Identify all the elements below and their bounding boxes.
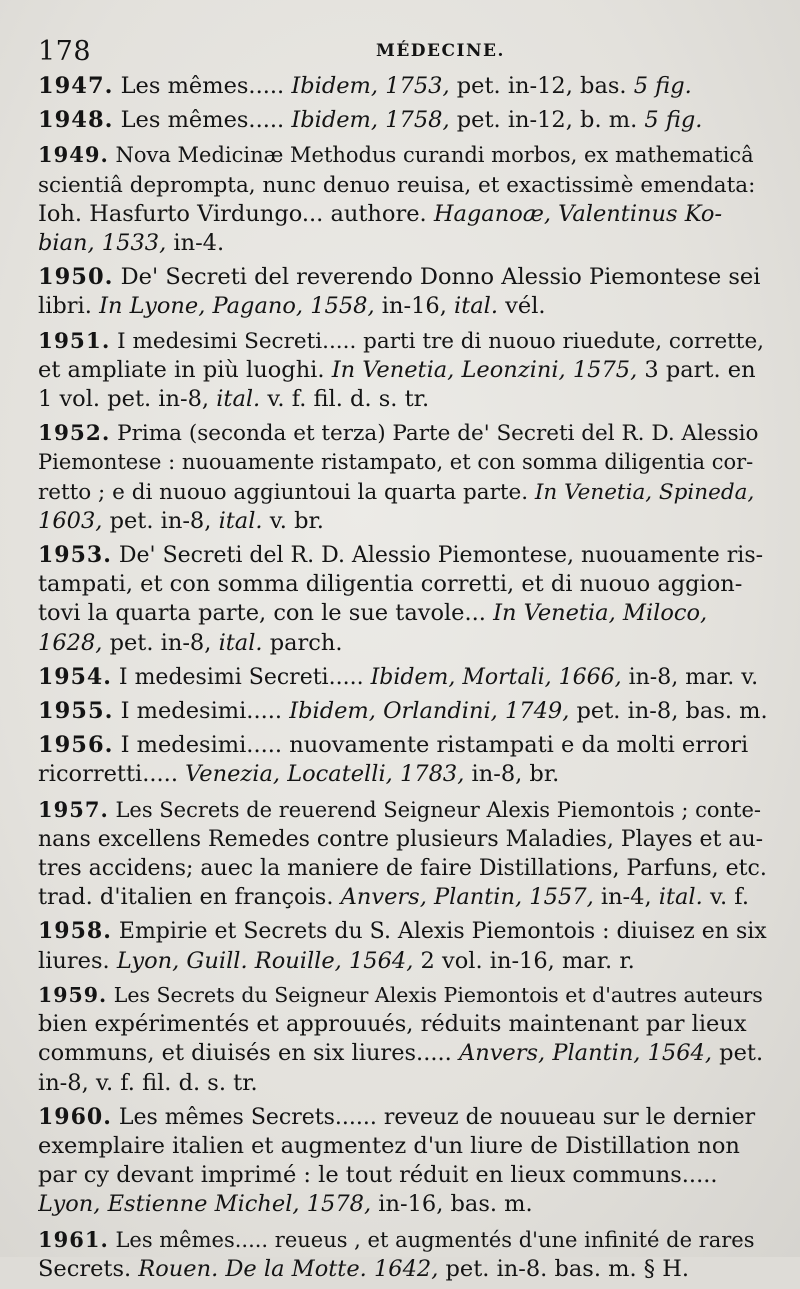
imprint-text: 1628,	[38, 629, 103, 656]
catalog-entry	[38, 106, 768, 135]
imprint-text: bian, 1533,	[38, 230, 167, 257]
entry-text: pet.	[712, 1040, 764, 1067]
entry-text: De' Secreti del reverendo Donno Alessio Piemontese sei	[113, 264, 761, 291]
entry-text: 2 vol. in-16, mar. r.	[413, 947, 635, 974]
imprint-text: Rouen. De la Motte. 1642,	[138, 1255, 439, 1282]
imprint-text: ital.	[658, 884, 703, 911]
imprint-text: 5 fig.	[644, 107, 703, 134]
entry-line	[38, 1010, 768, 1039]
entry-number: 1959.	[38, 982, 108, 1007]
entry-text: Les mêmes Secrets...... reveuz de nouueau sur le dernier	[111, 1104, 756, 1130]
imprint-text: In Venetia, Spineda,	[534, 479, 755, 505]
entry-line	[38, 200, 768, 229]
entry-text: Empirie et Secrets du S. Alexis Piemontois : diuisez en six	[111, 919, 767, 945]
entry-text: ricorretti.....	[38, 761, 186, 788]
entry-text: Nova Medicinæ Methodus curandi morbos, ex mathematicâ	[108, 143, 754, 168]
entry-line	[38, 385, 768, 414]
entry-line	[38, 854, 768, 883]
imprint-text: In Venetia, Miloco,	[493, 600, 708, 627]
catalog-entry	[38, 263, 768, 321]
imprint-text: Ibidem, Orlandini, 1749,	[289, 698, 570, 725]
entry-text: nans excellens Remedes contre plusieurs Maladies, Playes et au-	[38, 826, 764, 852]
entry-line	[38, 570, 768, 599]
entry-text: De' Secreti del R. D. Alessio Piemontese, nuouamente ris-	[111, 543, 764, 569]
entry-text: 3 part. en	[637, 356, 756, 383]
entry-line	[38, 106, 768, 135]
entry-number: 1955.	[38, 698, 114, 725]
imprint-text: Haganoæ, Valentinus Ko-	[433, 200, 723, 227]
catalog-entry	[38, 419, 768, 536]
catalog-entry	[38, 697, 768, 726]
entry-text: tres accidens; auec la maniere de faire Distillations, Parfuns, etc.	[38, 856, 767, 882]
entry-number: 1958.	[38, 918, 112, 945]
imprint-text: Ibidem, 1753,	[291, 73, 450, 99]
entry-text: v. f.	[702, 884, 749, 911]
catalog-entry	[38, 795, 768, 913]
entry-line	[38, 1225, 768, 1255]
entry-line	[38, 629, 768, 658]
imprint-text: Lyon, Estienne Michel, 1578,	[38, 1191, 372, 1218]
entry-text: exemplaire italien et augmentez d'un liure de Distillation non	[38, 1132, 740, 1159]
entry-text: vél.	[498, 293, 546, 320]
entry-text: tampati, et con somma diligentia corretti, et di nuouo aggion-	[38, 571, 743, 598]
entry-line	[38, 663, 768, 692]
catalog-entry	[38, 981, 768, 1098]
entry-line	[38, 1103, 768, 1132]
entry-line	[38, 541, 768, 570]
entry-text: v. f. fil. d. s. tr.	[260, 386, 430, 413]
entry-number: 1952.	[38, 421, 111, 447]
catalog-entries	[38, 72, 768, 1289]
entry-line	[38, 292, 768, 321]
entry-number: 1948.	[38, 107, 114, 134]
entry-text: I medesimi Secreti.....	[111, 664, 371, 690]
entry-line	[38, 599, 768, 628]
imprint-text: ital.	[454, 293, 499, 320]
entry-text: in-8, mar. v.	[621, 664, 759, 690]
catalog-entry	[38, 1103, 768, 1220]
entry-text: pet. in-12, b. m.	[449, 107, 645, 134]
entry-text: trad. d'italien en françois.	[38, 884, 341, 911]
entry-line	[38, 981, 768, 1010]
imprint-text: ital.	[218, 629, 263, 656]
entry-text: pet. in-12, bas.	[449, 73, 634, 99]
entry-number: 1953.	[38, 542, 112, 569]
entry-text: in-8, v. f. fil. d. s. tr.	[38, 1069, 258, 1096]
entry-text: Prima (seconda et terza) Parte de' Secreti del R. D. Alessio	[110, 421, 759, 447]
running-head: MÉDECINE.	[376, 41, 505, 61]
entry-text: in-4.	[166, 230, 225, 257]
imprint-text: Lyon, Guill. Rouille, 1564,	[116, 947, 414, 974]
entry-line	[38, 1069, 768, 1098]
entry-line	[38, 1190, 768, 1219]
imprint-text: Ibidem, Mortali, 1666,	[370, 664, 622, 690]
entry-text: pet. in-8,	[102, 507, 219, 534]
entry-text: Les Secrets de reuerend Seigneur Alexis Piemontois ; conte-	[108, 797, 762, 822]
entry-text: pet. in-8,	[102, 629, 219, 656]
entry-line	[38, 448, 768, 477]
entry-text: I medesimi.....	[113, 698, 290, 725]
entry-line	[38, 229, 768, 258]
entry-number: 1951.	[38, 328, 111, 354]
entry-text: liures.	[38, 947, 117, 974]
entry-text: 1 vol. pet. in-8,	[38, 386, 217, 413]
catalog-entry	[38, 541, 768, 658]
entry-line	[38, 1161, 768, 1190]
entry-text: Les Secrets du Seigneur Alexis Piemontois et d'autres auteurs	[107, 982, 763, 1007]
page-number: 178	[38, 36, 92, 67]
imprint-text: Anvers, Plantin, 1557,	[340, 884, 594, 911]
catalog-entry	[38, 140, 768, 258]
entry-text: bien expérimentés et approuués, réduits maintenant par lieux	[38, 1011, 747, 1038]
entry-text: Les mêmes..... reueus , et augmentés d'une infinité de rares	[108, 1227, 755, 1252]
entry-text: libri.	[38, 293, 100, 320]
entry-line	[38, 1039, 768, 1068]
entry-text: pet. in-8. bas. m. § H.	[438, 1255, 689, 1282]
entry-line	[38, 140, 768, 170]
entry-line	[38, 883, 768, 912]
entry-line	[38, 327, 768, 356]
entry-line	[38, 171, 768, 200]
entry-text: in-4,	[593, 884, 659, 911]
entry-line	[38, 825, 768, 854]
entry-line	[38, 1255, 768, 1284]
imprint-text: Venezia, Locatelli, 1783,	[185, 761, 465, 788]
entry-text: Ioh. Hasfurto Virdungo... authore.	[38, 200, 434, 227]
entry-line	[38, 419, 768, 448]
entry-text: Les mêmes.....	[113, 73, 292, 99]
entry-text: scientiâ deprompta, nunc denuo reuisa, et exactissimè emendata:	[38, 172, 756, 198]
imprint-text: ital.	[216, 386, 261, 413]
imprint-text: ital.	[218, 507, 263, 534]
imprint-text: In Venetia, Leonzini, 1575,	[331, 356, 638, 383]
entry-text: par cy devant imprimé : le tout réduit en lieux communs.....	[38, 1162, 718, 1189]
entry-text: Secrets.	[38, 1255, 139, 1282]
catalog-entry	[38, 1225, 768, 1284]
entry-number: 1961.	[38, 1226, 109, 1252]
entry-text: in-8, br.	[464, 761, 560, 788]
entry-line	[38, 72, 768, 101]
entry-number: 1956.	[38, 732, 114, 759]
imprint-text: In Lyone, Pagano, 1558,	[99, 293, 375, 320]
entry-line	[38, 356, 768, 385]
entry-text: Les mêmes.....	[113, 107, 292, 134]
catalog-entry	[38, 663, 768, 692]
entry-text: et ampliate in più luoghi.	[38, 356, 332, 383]
entry-text: in-16, bas. m.	[371, 1191, 533, 1218]
entry-text: retto ; e di nuouo aggiuntoui la quarta parte.	[38, 479, 535, 505]
page-header	[38, 36, 770, 68]
entry-text: communs, et diuisés en six liures.....	[38, 1040, 459, 1067]
entry-line	[38, 795, 768, 825]
entry-line	[38, 731, 768, 760]
entry-line	[38, 263, 768, 292]
entry-text: pet. in-8, bas. m.	[569, 698, 768, 725]
entry-text: tovi la quarta parte, con le sue tavole...	[38, 600, 494, 627]
catalog-entry	[38, 917, 768, 975]
entry-line	[38, 507, 768, 536]
catalog-entry	[38, 327, 768, 415]
entry-line	[38, 697, 768, 726]
catalog-entry	[38, 72, 768, 101]
entry-number: 1949.	[38, 142, 109, 168]
entry-text: Piemontese : nuouamente ristampato, et con somma diligentia cor-	[38, 450, 754, 475]
entry-text: v. br.	[262, 507, 324, 534]
entry-text: parch.	[262, 629, 343, 656]
entry-text: in-16,	[374, 293, 455, 320]
entry-line	[38, 760, 768, 789]
entry-number: 1950.	[38, 264, 114, 291]
entry-line	[38, 1132, 768, 1161]
entry-number: 1960.	[38, 1103, 112, 1130]
imprint-text: 5 fig.	[633, 73, 692, 99]
entry-text: I medesimi..... nuovamente ristampati e da molti errori	[113, 732, 749, 759]
entry-line	[38, 478, 768, 507]
imprint-text: 1603,	[38, 507, 103, 534]
catalog-entry	[38, 731, 768, 789]
entry-number: 1957.	[38, 796, 109, 822]
entry-number: 1947.	[38, 73, 114, 99]
entry-line	[38, 917, 768, 946]
imprint-text: Ibidem, 1758,	[291, 107, 450, 134]
entry-number: 1954.	[38, 663, 112, 690]
imprint-text: Anvers, Plantin, 1564,	[458, 1040, 713, 1067]
entry-text: I medesimi Secreti..... parti tre di nuouo riuedute, corrette,	[110, 328, 764, 354]
entry-line	[38, 947, 768, 976]
